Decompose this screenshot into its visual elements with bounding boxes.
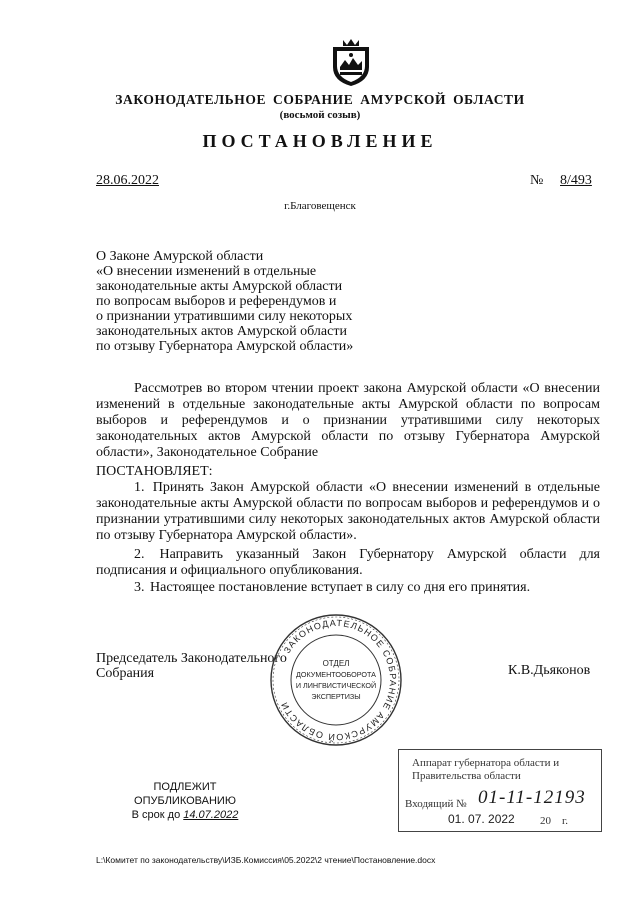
publish-deadline bbox=[110, 808, 260, 822]
document-type-heading: ПОСТАНОВЛЕНИЕ bbox=[202, 131, 438, 151]
seal-center-line: ОТДЕЛ bbox=[322, 659, 350, 668]
incoming-label: Входящий № bbox=[405, 798, 467, 810]
publish-note bbox=[110, 780, 260, 822]
document-date: 28.06.2022 bbox=[96, 173, 159, 188]
number-label: № bbox=[530, 173, 544, 188]
subject-line: «О внесении изменений в отдельные bbox=[96, 264, 317, 279]
subject-line: законодательные акты Амурской области bbox=[96, 279, 343, 294]
signatory-title-line: Собрания bbox=[96, 666, 155, 681]
resolution-item-3 bbox=[96, 580, 600, 596]
organization-title: ЗАКОНОДАТЕЛЬНОЕ СОБРАНИЕ АМУРСКОЙ ОБЛАСТИ bbox=[115, 92, 525, 107]
item-number: 3. bbox=[134, 580, 145, 595]
coat-of-arms-icon bbox=[329, 37, 373, 87]
stamp-year-end: г. bbox=[562, 815, 569, 827]
resolution-item-2 bbox=[96, 547, 600, 579]
seal-center-line: ЭКСПЕРТИЗЫ bbox=[311, 692, 361, 701]
stamp-year bbox=[540, 815, 568, 827]
stamp-year-prefix: 20 bbox=[540, 815, 551, 827]
deadline-value: 14.07.2022 bbox=[183, 809, 239, 821]
item-number: 2. bbox=[134, 547, 145, 562]
stamp-org-line: Правительства области bbox=[412, 770, 521, 782]
item-text: Принять Закон Амурской области «О внесении изменений в отдельные законодательные акты Амурской области по вопросам выборов и референдумов и о признании утратившими силу некоторых законодательных актов Амурской области по отзыву Губернатора Амурской области». bbox=[96, 480, 600, 543]
seal-center-line: И ЛИНГВИСТИЧЕСКОЙ bbox=[295, 681, 377, 690]
signatory-title bbox=[96, 651, 287, 681]
seal-center-line: ДОКУМЕНТООБОРОТА bbox=[296, 670, 376, 679]
convocation-label: (восьмой созыв) bbox=[279, 109, 361, 121]
subject-line: О Законе Амурской области bbox=[96, 249, 264, 264]
deadline-label: В срок до bbox=[131, 809, 181, 821]
stamp-org-line: Аппарат губернатора области и bbox=[412, 757, 560, 769]
resolution-subject bbox=[96, 249, 426, 354]
incoming-number: 01-11-12193 bbox=[478, 787, 586, 808]
publish-line: ПОДЛЕЖИТ bbox=[153, 781, 217, 793]
city-label: г.Благовещенск bbox=[284, 200, 356, 212]
resolution-item-1 bbox=[96, 480, 600, 544]
subject-line: по отзыву Губернатора Амурской области» bbox=[96, 339, 354, 354]
signatory-title-line: Председатель Законодательного bbox=[96, 651, 287, 666]
item-text: Настоящее постановление вступает в силу со дня его принятия. bbox=[150, 580, 531, 595]
file-path-footer: L:\Комитет по законодательству\ИЗБ.Комиссия\05.2022\2 чтение\Постановление.docx bbox=[96, 855, 436, 865]
subject-line: по вопросам выборов и референдумов и bbox=[96, 294, 337, 309]
resolves-heading: ПОСТАНОВЛЯЕТ: bbox=[96, 464, 213, 479]
document-number: 8/493 bbox=[560, 173, 592, 188]
incoming-date: 01. 07. 2022 bbox=[448, 812, 515, 826]
seal-ring-text: ЗАКОНОДАТЕЛЬНОЕ СОБРАНИЕ АМУРСКОЙ ОБЛАСТИ bbox=[278, 617, 399, 743]
signatory-name: К.В.Дьяконов bbox=[508, 663, 591, 678]
official-seal bbox=[268, 612, 404, 748]
subject-line: о признании утратившими силу некоторых bbox=[96, 309, 353, 324]
subject-line: законодательных актов Амурской области bbox=[96, 324, 347, 339]
intro-paragraph: Рассмотрев во втором чтении проект закона Амурской области «О внесении изменений в отдельные законодательные акты Амурской области по вопросам выборов и референдумов и о признании утратившими силу некоторых законодательных актов Амурской области по отзыву Губернатора Амурской области», Законодательное Собрание bbox=[96, 381, 600, 460]
publish-line: ОПУБЛИКОВАНИЮ bbox=[134, 795, 236, 807]
item-text: Направить указанный Закон Губернатору Амурской области для подписания и официального опубликования. bbox=[96, 547, 600, 578]
item-number: 1. bbox=[134, 480, 145, 495]
